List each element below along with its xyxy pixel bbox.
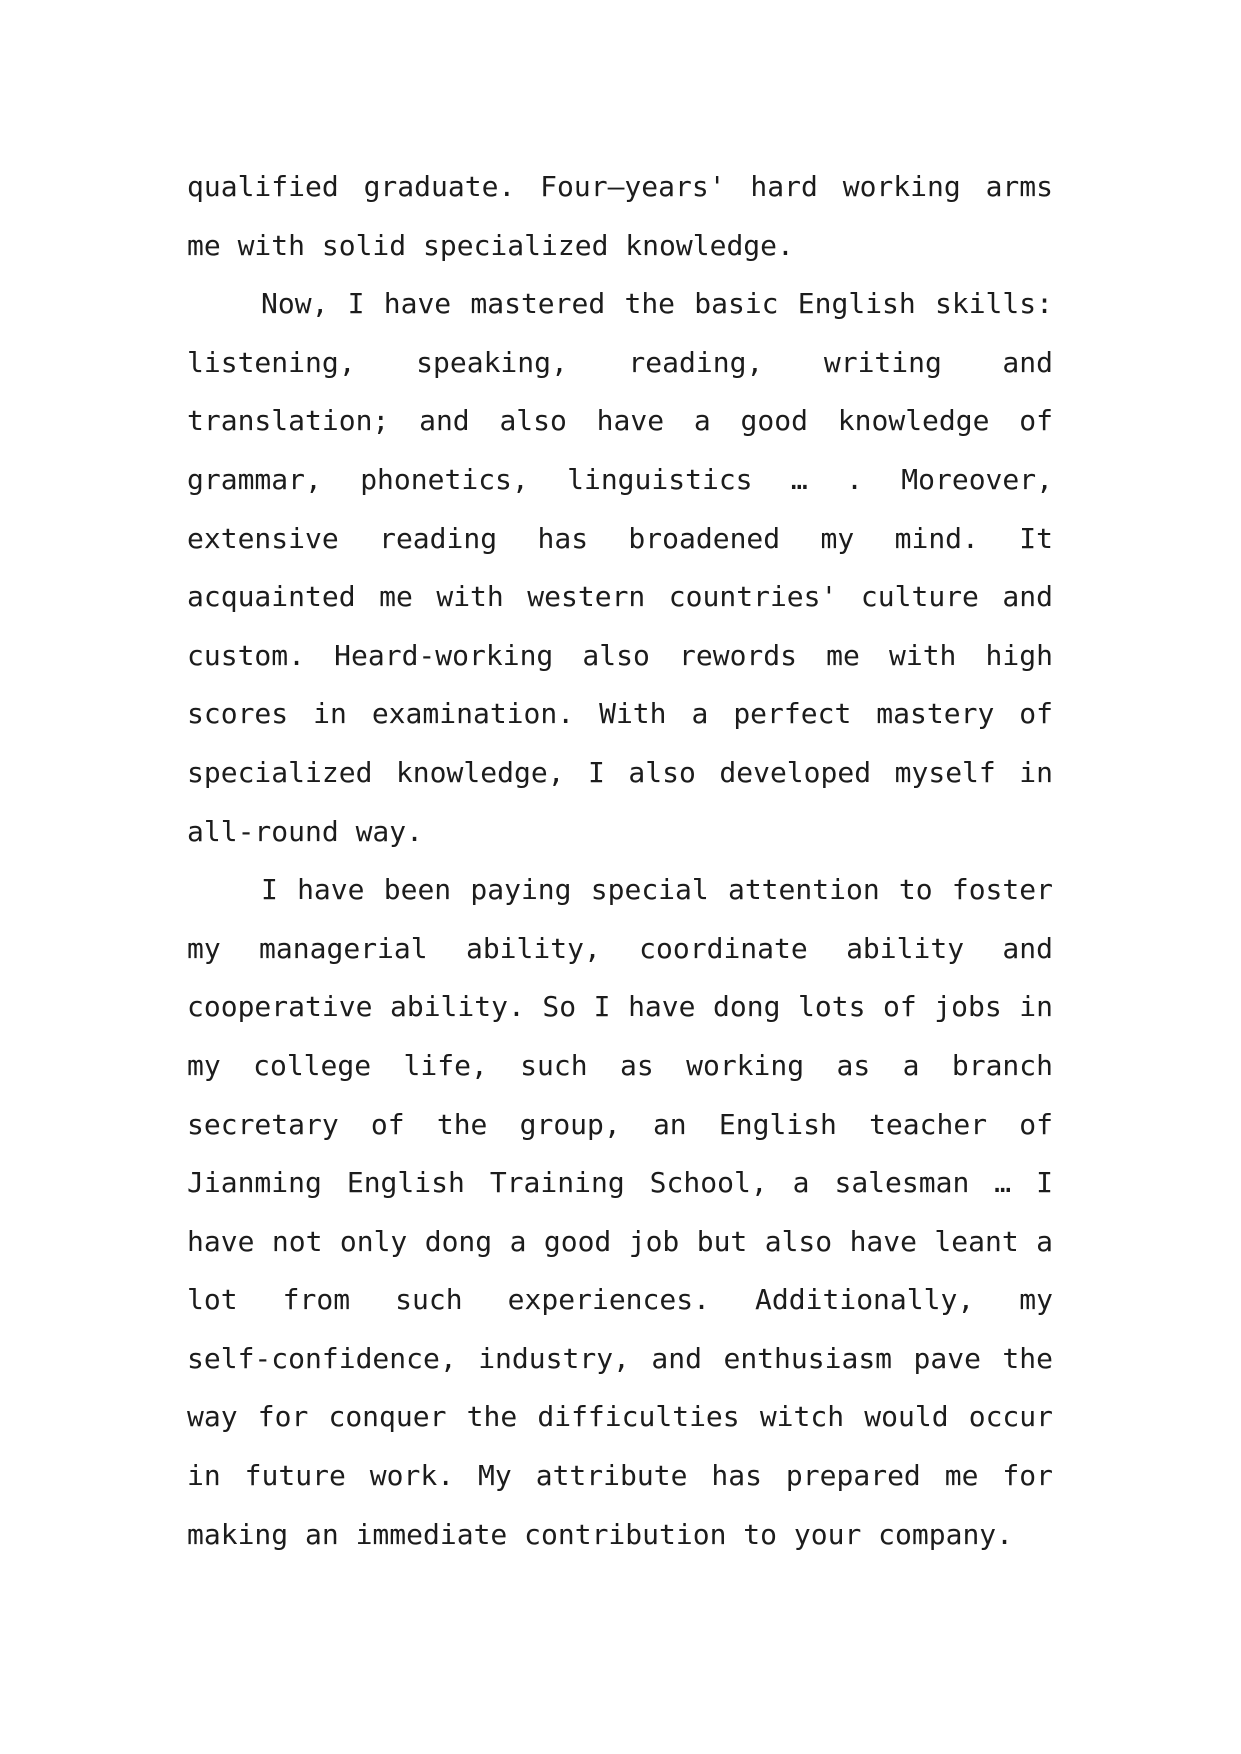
- text-line: cooperative ability. So I have dong lots of jobs in: [187, 990, 1053, 1024]
- text-line: specialized knowledge, I also developed myself in: [187, 755, 1053, 789]
- text-line: secretary of the group, an English teacher of: [187, 1107, 1053, 1141]
- text-line: making an immediate contribution to your company.: [187, 1517, 1014, 1551]
- paragraph-continuation: [187, 158, 1053, 275]
- text-line: qualified graduate. Four—years' hard working arms: [187, 170, 1053, 203]
- text-line: extensive reading has broadened my mind. It: [187, 521, 1053, 555]
- text-line: I have been paying special attention to foster: [261, 873, 1053, 907]
- text-line: scores in examination. With a perfect mastery of: [187, 697, 1053, 731]
- body-text: [187, 158, 1053, 1564]
- text-line: my managerial ability, coordinate ability and: [187, 931, 1053, 965]
- text-line: Now, I have mastered the basic English skills:: [261, 287, 1053, 321]
- text-line: self-confidence, industry, and enthusiasm pave the: [187, 1341, 1053, 1375]
- text-line: translation; and also have a good knowledge of: [187, 404, 1053, 438]
- text-line: have not only dong a good job but also have leant a: [187, 1224, 1053, 1258]
- text-line: in future work. My attribute has prepared me for: [187, 1459, 1053, 1493]
- text-line: acquainted me with western countries' culture and: [187, 580, 1053, 614]
- text-line: my college life, such as working as a branch: [187, 1048, 1053, 1082]
- text-line: grammar, phonetics, linguistics … . Moreover,: [187, 462, 1053, 496]
- text-line: lot from such experiences. Additionally, my: [187, 1283, 1053, 1317]
- text-line: way for conquer the difficulties witch would occur: [187, 1400, 1053, 1434]
- text-line: listening, speaking, reading, writing and: [187, 345, 1053, 379]
- text-line: all-round way.: [187, 814, 424, 848]
- text-line: me with solid specialized knowledge.: [187, 228, 794, 262]
- paragraph-abilities: [187, 861, 1053, 1564]
- text-line: Jianming English Training School, a salesman … I: [187, 1166, 1053, 1200]
- paragraph-english-skills: [187, 275, 1053, 861]
- text-line: custom. Heard-working also rewords me with high: [187, 638, 1053, 672]
